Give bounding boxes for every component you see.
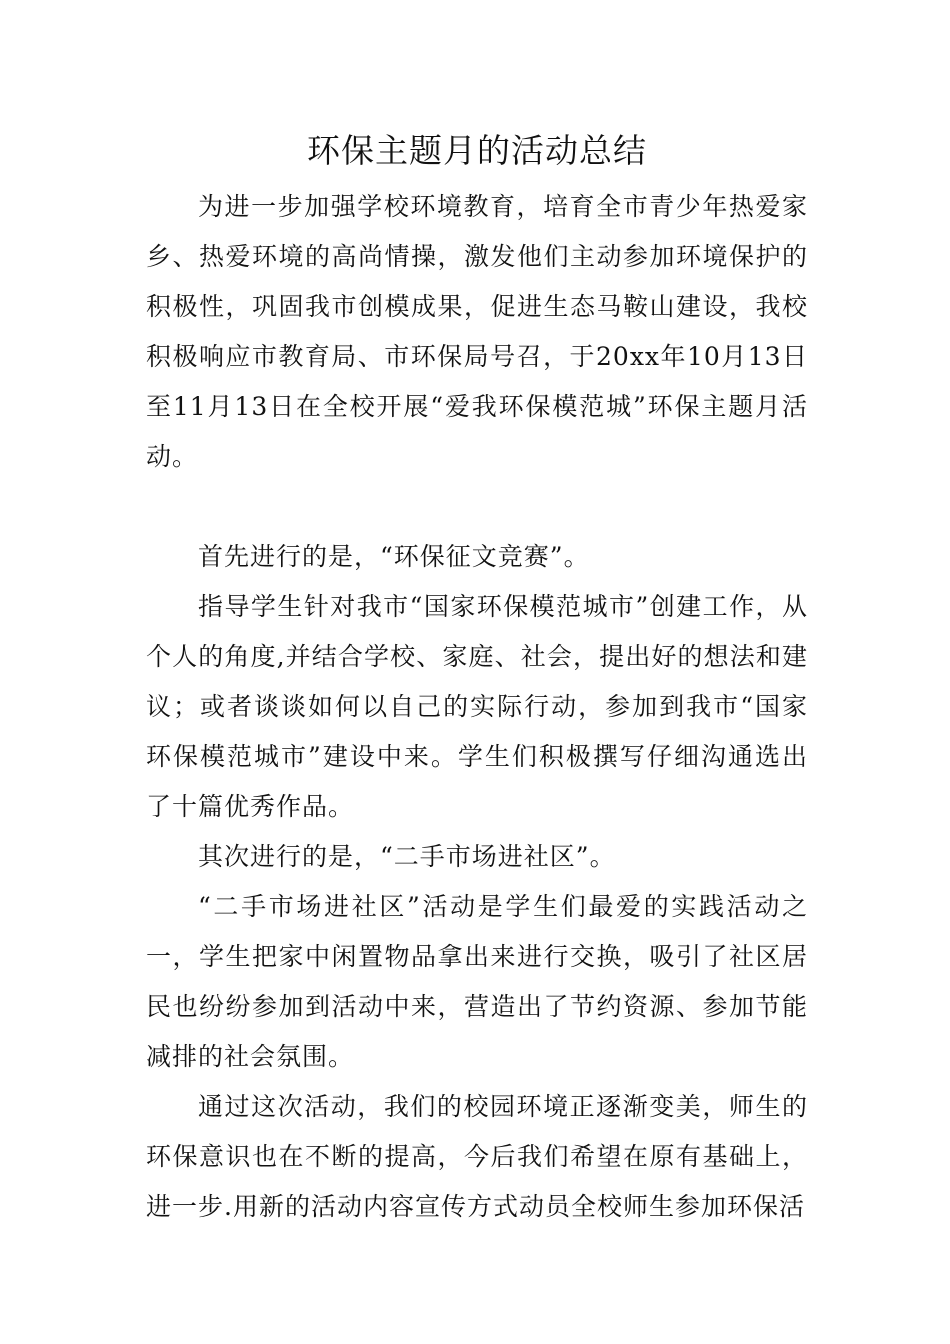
paragraph-spacer [146, 482, 808, 532]
paragraph-conclusion: 通过这次活动，我们的校园环境正逐渐变美，师生的环保意识也在不断的提高，今后我们希望在原有基础上，进一步.用新的活动内容宣传方式动员全校师生参加环保活 [146, 1092, 808, 1221]
paragraph-essay-heading: 首先进行的是，“环保征文竞赛”。 [198, 542, 590, 571]
paragraph-market-heading: 其次进行的是，“二手市场进社区”。 [198, 842, 616, 871]
document-title: 环保主题月的活动总结 [307, 131, 647, 170]
paragraph-intro: 为进一步加强学校环境教育，培育全市青少年热爱家乡、热爱环境的高尚情操，激发他们主动参加环境保护的积极性，巩固我市创模成果，促进生态马鞍山建设，我校积极响应市教育局、市环保局号召，于20xx年10月13日至11月13日在全校开展“爱我环保模范城”环保主题月活动。 [146, 192, 808, 471]
paragraph-market-body: “二手市场进社区”活动是学生们最爱的实践活动之一，学生把家中闲置物品拿出来进行交换，吸引了社区居民也纷纷参加到活动中来，营造出了节约资源、参加节能减排的社会氛围。 [146, 892, 808, 1071]
paragraph-essay-body: 指导学生针对我市“国家环保模范城市”创建工作，从个人的角度,并结合学校、家庭、社会，提出好的想法和建议；或者谈谈如何以自己的实际行动，参加到我市“国家环保模范城市”建设中来。学生们积极撰写仔细沟通选出了十篇优秀作品。 [146, 592, 808, 821]
